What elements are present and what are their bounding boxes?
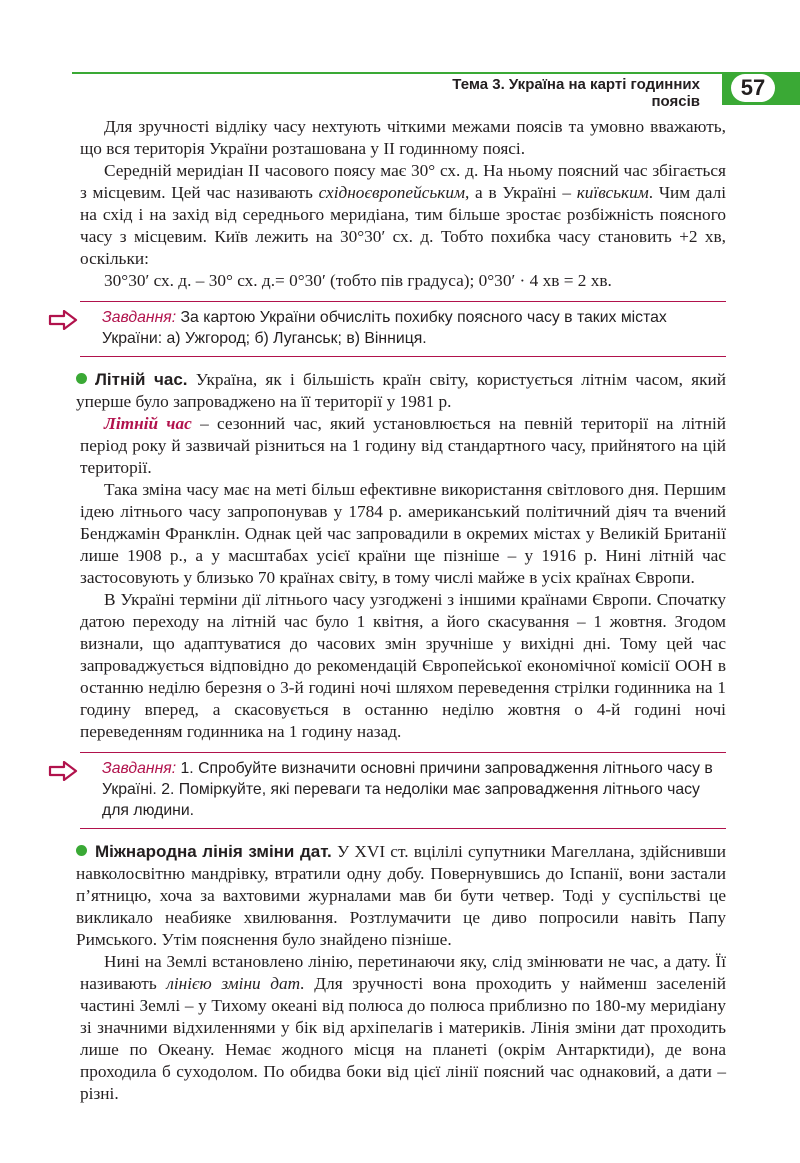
header-rule bbox=[72, 72, 800, 74]
section-date-line: Міжнародна лінія зміни дат. У XVI ст. вцілілі супутники Магеллана, здійснивши навколосвітню мандрівку, втратили одну добу. Повернувшись до Іспанії, вони застали п’ятницю, хоча за вахтовими журналами мав би бути четвер. Тоді у суспільстві це викликало неабияке хвилювання. Розтлумачити це диво попросили навіть Папу Римського. Утім пояснення було знайдено пізніше. bbox=[76, 842, 726, 949]
task-label: Завдання: bbox=[102, 760, 177, 777]
paragraph: Середній меридіан II часового поясу має 30° сх. д. На ньому поясний час збігається з місцевим. Цей час називають східноєвропейським, а в Україні – київським. Чим далі на схід і на захід від середнього меридіана, тим більше зростає розбіжність поясного часу з місцевим. Київ лежить на 30°30′ сх. д. Тобто похибка часу становить +2 хв, оскільки: bbox=[80, 161, 726, 268]
calculation-line: 30°30′ сх. д. – 30° сх. д.= 0°30′ (тобто пів градуса); 0°30′ · 4 хв = 2 хв. bbox=[104, 271, 612, 290]
task-text: 1. Спробуйте визначити основні причини запровадження літнього часу в Україні. 2. Поміркуйте, які переваги та недоліки має запровадження літнього часу для людини. bbox=[102, 760, 713, 819]
paragraph: Для зручності відліку часу нехтують чіткими межами поясів та умовно вважають, що вся територія України розташована у II годинному поясі. bbox=[80, 117, 726, 158]
paragraph: В Україні терміни дії літнього часу узгоджені з іншими країнами Європи. Спочатку датою переходу на літній час було 1 квітня, а його скасування – 1 жовтня. Згодом визнали, що адаптуватися до часових змін зручніше у вихідні дні. Тому цей час запроваджується відповідно до рекомендацій Європейської економічної комісії ООН в останню неділю березня о 3-й годині ночі шляхом переведення стрілки годинника на 1 годину вперед, а скасовується в останню неділю жовтня о 4-й годині ночі переведенням годинника на 1 годину назад. bbox=[80, 590, 726, 741]
task-box bbox=[80, 301, 726, 357]
task-text: За картою України обчисліть похибку поясного часу в таких містах України: а) Ужгород; б) Луганськ; в) Вінниця. bbox=[102, 309, 667, 347]
task-label: Завдання: bbox=[102, 309, 177, 326]
task-box bbox=[80, 752, 726, 829]
page-header-title: Тема 3. Україна на карті годинних поясів bbox=[452, 76, 700, 110]
green-dot-icon bbox=[76, 845, 87, 856]
section-heading: Міжнародна лінія зміни дат. bbox=[95, 842, 332, 861]
page-number: 57 bbox=[731, 74, 775, 102]
paragraph: Нині на Землі встановлено лінію, перетинаючи яку, слід змінювати не час, а дату. Її називають лінією зміни дат. Для зручності вона проходить у найменш заселеній частині Землі – у Тихому океані від полюса до полюса приблизно по 180-му меридіану зі значними відхиленнями у бік від архіпелагів і материків. Лінія зміни дат проходить лише по Океану. Немає жодного місця на планеті (окрім Антарктиди), де вона проходила б суходолом. По обидва боки від цієї лінії поясний час однаковий, а дати – різні. bbox=[80, 952, 727, 1103]
paragraph: Така зміна часу має на меті більш ефективне використання світлового дня. Першим ідею літнього часу запропонував у 1784 р. американський політичний діяч та вчений Бенджамін Франклін. Однак цей час запровадили в окремих містах у Великій Британії лише 1908 р., а у масштабах усієї країни ще пізніше – у 1916 р. Нині літній час застосовують у близько 70 країнах світу, в тому числі майже в усіх країнах Європи. bbox=[80, 480, 726, 587]
arrow-right-icon bbox=[48, 310, 78, 330]
paragraph: Літній час – сезонний час, який установлюється на певній території на літній період року й зазвичай різниться на 1 годину від стандартного часу, прийнятого на цій території. bbox=[80, 414, 726, 477]
term: Літній час bbox=[104, 414, 192, 433]
page-body bbox=[76, 116, 727, 1105]
section-summer-time: Літній час. Україна, як і більшість країн світу, користується літнім часом, який уперше було запроваджено на її території у 1981 р. bbox=[76, 370, 726, 411]
green-dot-icon bbox=[76, 373, 87, 384]
arrow-right-icon bbox=[48, 761, 78, 781]
section-heading: Літній час. bbox=[95, 370, 188, 389]
